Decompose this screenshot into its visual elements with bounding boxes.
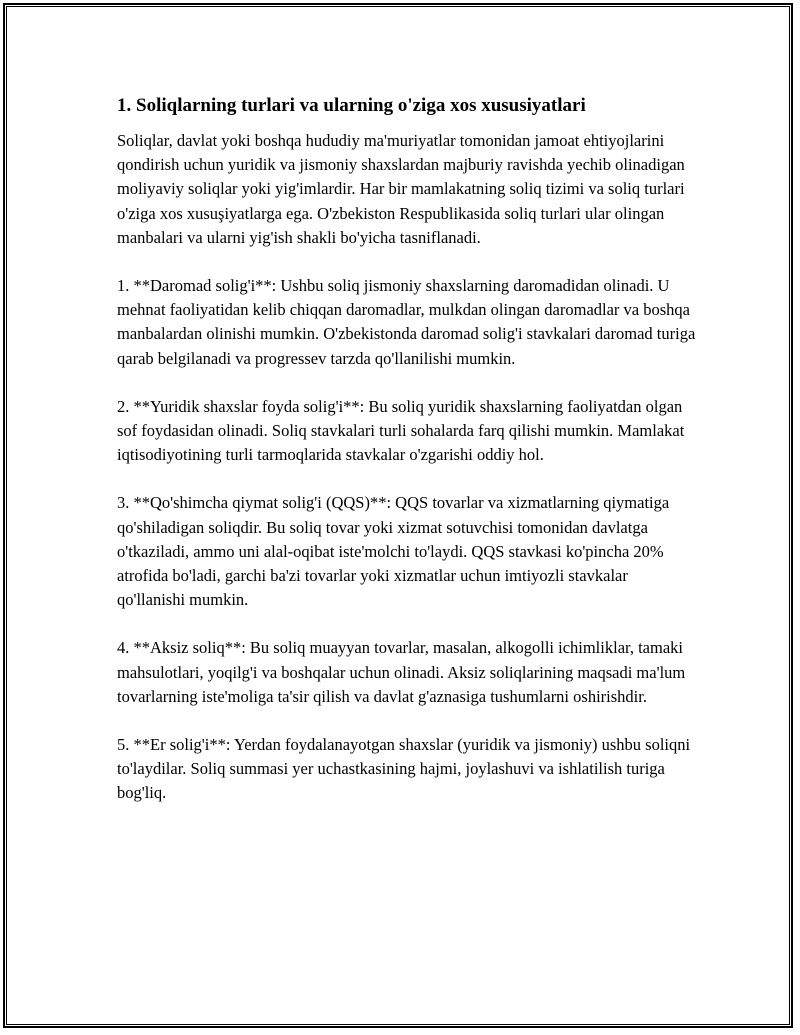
paragraph-excise-tax: 4. **Aksiz soliq**: Bu soliq muayyan tovarlar, masalan, alkogolli ichimliklar, tamaki mahsulotlari, yoqilg'i va boshqalar uchun olinadi. Aksiz soliqlarining maqsadi ma'lum tovarlarning iste'moliga ta'sir qilish va davlat g'aznasiga tushumlarni oshirishdir. xyxy=(117,638,686,706)
document-body xyxy=(117,94,697,830)
paragraph-corporate-profit-tax: 2. **Yuridik shaxslar foyda solig'i**: Bu soliq yuridik shaxslarning faoliyatdan olgan sof foydasidan olinadi. Soliq stavkalari turli sohalarda farq qilishi mumkin. Mamlakat iqtisodiyotining turli tarmoqlarida stavkalar o'zgarishi oddiy hol. xyxy=(117,396,685,465)
intro-paragraph: Soliqlar, davlat yoki boshqa hududiy ma'muriyatlar tomonidan jamoat ehtiyojlarini qondirish uchun yuridik va jismoniy shaxslardan majburiy ravishda yechib olinadigan moliyaviy soliqlar yoki yig'imlardir. Har bir mamlakatning soliq tizimi va soliq turlari o'ziga xos xusuşiyatlarga ega. O'zbekiston Respublikasida soliq turlari ular olingan manbalari va ularni yig'ish shakli bo'yicha tasniflanadi. xyxy=(117,131,685,247)
paragraph-income-tax: 1. **Daromad solig'i**: Ushbu soliq jismoniy shaxslarning daromadidan olinadi. U mehnat faoliyatidan kelib chiqqan daromadlar, mulkdan olingan daromadlar va boshqa manbalardan olinishi mumkin. O'zbekistonda daromad solig'i stavkalari daromad turiga qarab belgilanadi va progressev tarzda qo'llanilishi mumkin. xyxy=(117,276,696,368)
paragraph-vat: 3. **Qo'shimcha qiymat solig'i (QQS)**: QQS tovarlar va xizmatlarning qiymatiga qo'shiladigan soliqdir. Bu soliq tovar yoki xizmat sotuvchisi tomonidan davlatga o'tkaziladi, ammo uni alal-oqibat iste'molchi to'laydi. QQS stavkasi ko'pincha 20% atrofida bo'ladi, garchi ba'zi tovarlar yoki xizmatlar uchun imtiyozli stavkalar qo'llanishi mumkin. xyxy=(117,493,670,610)
paragraph-land-tax: 5. **Er solig'i**: Yerdan foydalanayotgan shaxslar (yuridik va jismoniy) ushbu soliqni to'laydilar. Soliq summasi yer uchastkasining hajmi, joylashuvi va ishlatilish turiga bog'liq. xyxy=(117,735,691,803)
document-title: 1. Soliqlarning turlari va ularning o'ziga xos xususiyatlari xyxy=(117,95,586,116)
